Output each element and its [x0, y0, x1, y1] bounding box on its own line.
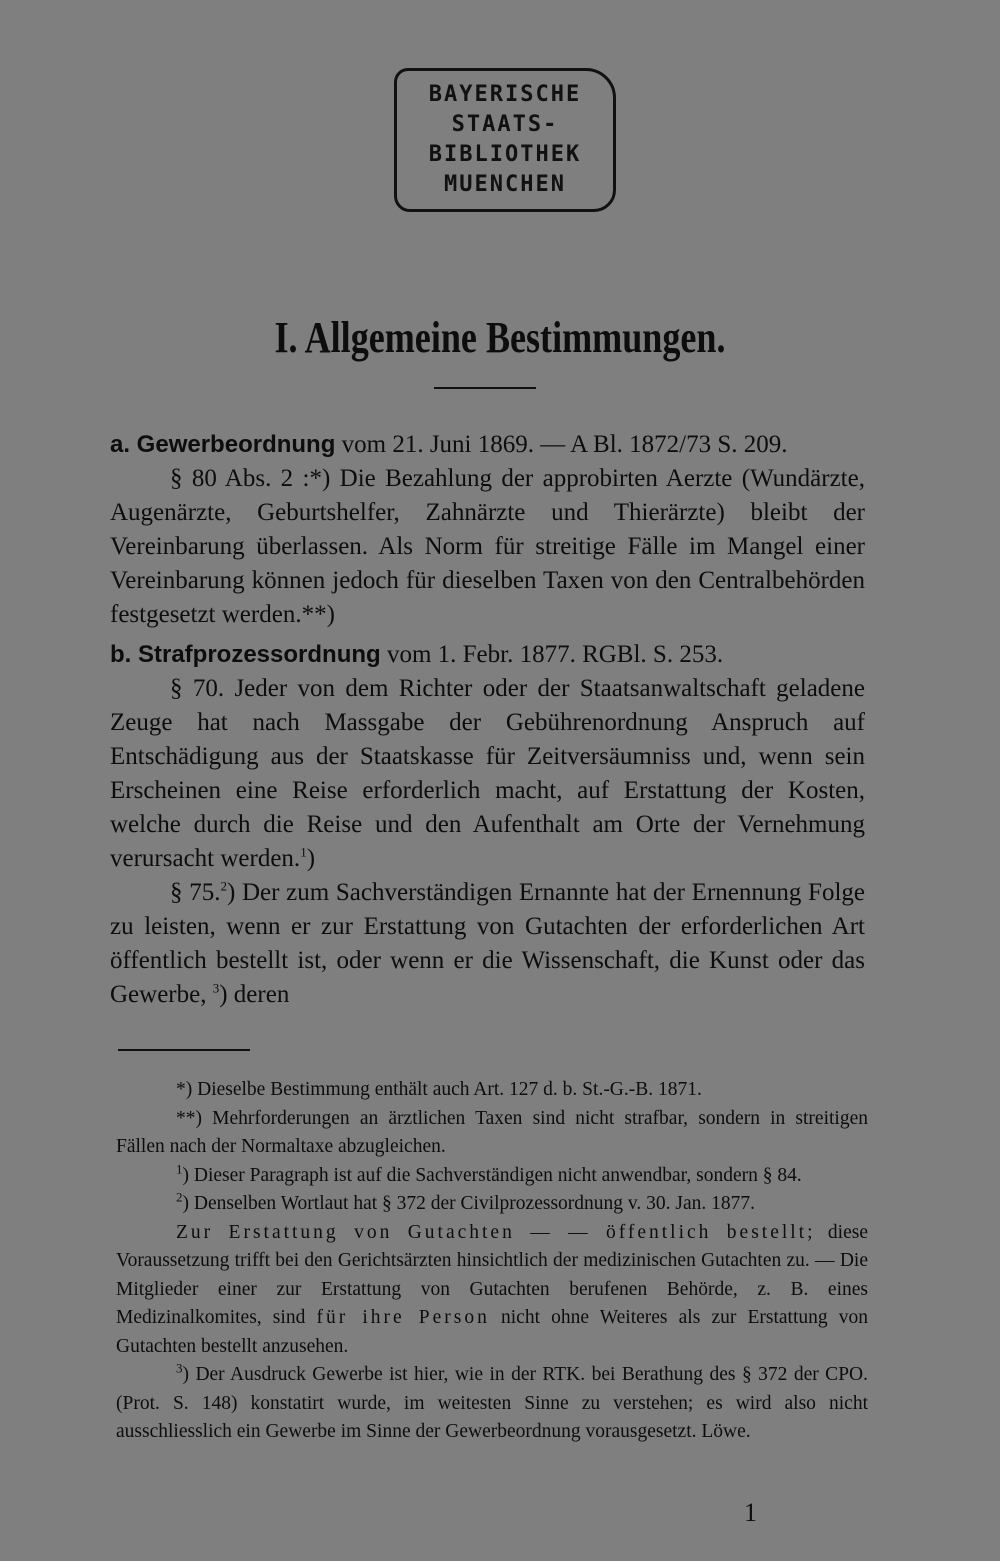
footnote-3-marker: 3 — [176, 1360, 183, 1376]
section-b-paragraph-70 — [110, 672, 865, 876]
section-a-para-lead: § 80 Abs. 2 :*) — [170, 465, 340, 492]
footnote-2-text: ) Denselben Wortlaut hat § 372 der Civilprozessordnung v. 30. Jan. 1877. — [182, 1193, 755, 1214]
footnotes — [116, 1076, 868, 1447]
footnote-1-text: ) Dieser Paragraph ist auf die Sachverständigen nicht anwendbar, sondern § 84. — [182, 1164, 802, 1186]
footnote-1 — [116, 1162, 868, 1191]
section-b-label: b. Strafprozessordnung — [110, 641, 381, 668]
footnote-divider — [118, 1049, 250, 1051]
section-a-para-text: Die Bezahlung der approbirten Aerzte (Wundärzte, Augenärzte, Geburtshelfer, Zahnärzte und Thierärzte) bleibt der Vereinbarung überlassen. Als Norm für streitige Fälle im Mangel einer Vereinbarung können jedoch für dieselben Taxen von den Centralbehörden festgesetzt werden.**) — [110, 465, 865, 628]
footnote-doublestar: **) Mehrforderungen an ärztlichen Taxen sind nicht strafbar, sondern in streitigen Fällen nach der Normaltaxe abzugleichen. — [116, 1107, 868, 1157]
footnote-star: *) Dieselbe Bestimmung enthält auch Art. 127 d. b. St.-G.-B. 1871. — [176, 1079, 702, 1100]
page-number: 1 — [744, 1498, 757, 1527]
footnote-2-cont-1: diese Voraussetzung trifft bei den Gerichtsärzten hinsichtlich der medizinischen Gutachten zu. — Die Mitglieder einer zur Erstattung von Gutachten berufenen Behörde, z. B. eines Medizinalkomites, sind — [116, 1221, 868, 1328]
page-title: I. Allgemeine Bestimmungen. — [274, 313, 726, 362]
stamp-line-1: BAYERISCHE — [428, 82, 582, 107]
footnote-2-spaced-quote: Zur Erstattung von Gutachten — — öffentlich bestellt; — [176, 1221, 816, 1243]
footnote-2-continued — [116, 1219, 868, 1362]
section-b-ref: vom 1. Febr. 1877. RGBl. S. 253. — [380, 641, 724, 668]
footnote-2-cont-2: nicht ohne Weiteres als zur Erstattung von Gutachten bestellt anzusehen. — [116, 1307, 869, 1357]
section-a-label: a. Gewerbeordnung — [110, 431, 336, 458]
footnote-3-text: ) Der Ausdruck Gewerbe ist hier, wie in der RTK. bei Berathung des § 372 der CPO. (Prot. S. 148) konstatirt wurde, im weitesten Sinne zu verstehen; es wird also nicht ausschliesslich ein Gewerbe im Sinne der Gewerbeordnung vorausgesetzt. Löwe. — [116, 1364, 868, 1442]
stamp-line-3: BIBLIOTHEK — [428, 142, 582, 167]
footnote-3 — [116, 1361, 868, 1447]
footnote-ref-2: 2 — [220, 878, 227, 894]
footnote-1-marker: 1 — [176, 1161, 183, 1176]
section-a-ref: vom 21. Juni 1869. — A Bl. 1872/73 S. 209. — [335, 431, 788, 458]
footnote-2-marker: 2 — [176, 1189, 183, 1205]
main-text — [110, 428, 865, 1012]
stamp-line-4: MUENCHEN — [444, 172, 566, 197]
section-b-para2-lead: § 75. — [170, 879, 221, 906]
section-a-heading — [110, 428, 865, 462]
footnote-ref-3: 3 — [212, 980, 220, 996]
library-stamp — [394, 68, 616, 212]
section-b-para1-text: § 70. Jeder von dem Richter oder der Staatsanwaltschaft geladene Zeuge hat nach Massgabe der Gebührenordnung Anspruch auf Entschädigung aus der Staatskasse für Zeitversäumniss und, wenn sein Erscheinen eine Reise erforderlich macht, auf Erstattung der Kosten, welche durch die Reise und den Aufenthalt am Orte der Vernehmung verursacht werden. — [110, 675, 865, 872]
stamp-line-2: STAATS- — [451, 112, 559, 137]
footnote-2 — [116, 1190, 868, 1219]
footnote-ref-1: 1 — [300, 844, 307, 860]
footnote-2-spaced-emphasis: für ihre Person — [316, 1307, 490, 1328]
section-b-para1-end: ) — [306, 845, 316, 872]
section-b-para2-end: ) deren — [219, 981, 290, 1008]
title-divider — [434, 387, 536, 389]
section-a-paragraph — [110, 462, 865, 632]
section-b-paragraph-75 — [110, 876, 865, 1012]
section-b-heading — [110, 638, 865, 672]
section-b-para2-text: ) Der zum Sachverständigen Ernannte hat der Ernennung Folge zu leisten, wenn er zur Erstattung von Gutachten der erforderlichen Art öffentlich bestellt ist, oder wenn er die Wissenschaft, die Kunst oder das Gewerbe, — [110, 879, 866, 1008]
